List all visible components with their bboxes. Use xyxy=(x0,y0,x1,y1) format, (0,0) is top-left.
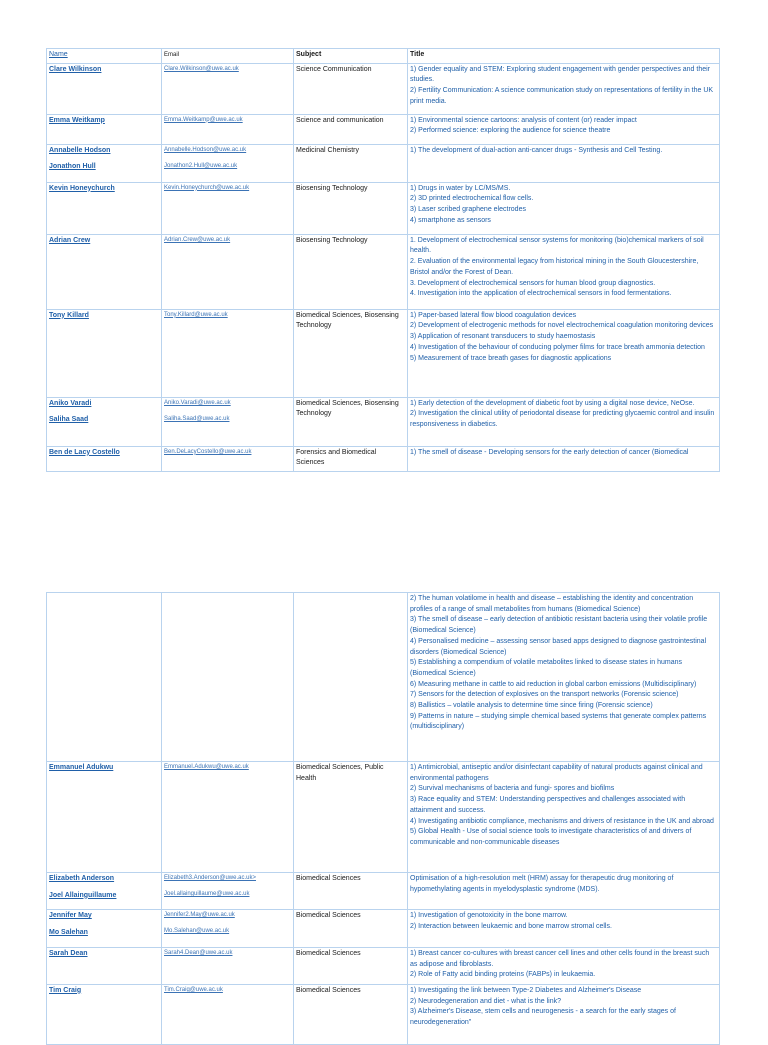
subject-text: Biomedical Sciences xyxy=(296,912,361,920)
project-title: 2) Performed science: exploring the audience for science theatre xyxy=(410,127,611,135)
subject-text: Science and communication xyxy=(296,116,384,124)
table-row xyxy=(47,947,720,984)
project-title: 4) Personalised medicine – assessing sensor based apps designed to diagnose gastrointestinal disorders (Biomedical Science) xyxy=(410,637,707,656)
person-email-link[interactable]: Jennifer2.May@uwe.ac.uk xyxy=(164,912,235,919)
cell-name xyxy=(47,114,162,144)
project-title: 6) Measuring methane in cattle to aid reduction in global carbon emissions (Multidisciplinary) xyxy=(410,680,697,688)
column-header-name: Name xyxy=(49,51,68,58)
project-title: 5) Establishing a compendium of volatile metabolites linked to disease states in humans (Biomedical Science) xyxy=(410,659,682,677)
person-name-link[interactable]: Aniko Varadi xyxy=(49,399,92,407)
header-email xyxy=(162,49,294,64)
project-title: 3. Development of electrochemical sensors for human blood group diagnostics. xyxy=(410,279,656,287)
person-name-link[interactable]: Emma Weitkamp xyxy=(49,116,105,124)
person-name-link[interactable]: Clare Wilkinson xyxy=(49,65,102,73)
cell-title xyxy=(408,984,720,1044)
cell-email xyxy=(162,144,294,182)
column-header-title: Title xyxy=(410,51,425,58)
cell-email xyxy=(162,873,294,910)
cell-title xyxy=(408,234,720,309)
table-row xyxy=(47,182,720,234)
cell-subject xyxy=(294,947,408,984)
cell-title xyxy=(408,309,720,397)
project-title: 2) Neurodegeneration and diet - what is the link? xyxy=(410,997,561,1005)
person-email-link[interactable]: Ben.DeLacyCostello@uwe.ac.uk xyxy=(164,448,252,455)
project-title: 4) Investigating antibiotic compliance, mechanisms and drivers of resistance in the UK and abroad xyxy=(410,817,714,825)
subject-text: Medicinal Chemistry xyxy=(296,146,360,154)
project-title: 2) The human volatilome in health and disease – establishing the identity and concentration profiles of a range of small metabolites from humans (Biomedical Science) xyxy=(410,595,694,613)
subject-text: Biosensing Technology xyxy=(296,184,368,192)
project-title: 2) 3D printed electrochemical flow cells. xyxy=(410,195,534,203)
project-title: 2) Investigation the clinical utility of periodontal disease for predicting glycaemic control and insulin responsiveness in diabetics. xyxy=(410,410,715,429)
project-title: 1) The smell of disease - Developing sensors for the early detection of cancer (Biomedical xyxy=(410,448,689,456)
person-name-link[interactable]: Saliha Saad xyxy=(49,416,89,424)
cell-name xyxy=(47,947,162,984)
project-title: 3) The smell of disease – early detection of antibiotic resistant bacteria using their volatile profile (Biomedical Science) xyxy=(410,616,708,635)
cell-name xyxy=(47,397,162,446)
person-name-link[interactable]: Tim Craig xyxy=(49,986,82,994)
cell-title xyxy=(408,144,720,182)
project-title: 2) Role of Fatty acid binding proteins (FABPs) in leukaemia. xyxy=(410,971,596,979)
column-header-email: Email xyxy=(164,52,180,58)
table-row xyxy=(47,446,720,471)
person-email-link[interactable]: Aniko.Varadi@uwe.ac.uk xyxy=(164,399,231,406)
project-title: 1) Breast cancer co-cultures with breast cancer cell lines and other cells found in the breast such as adipose and fibroblasts. xyxy=(410,949,710,968)
table-row xyxy=(47,873,720,910)
project-title: 2) Survival mechanisms of bacteria and fungi- spores and biofilms xyxy=(410,785,615,793)
person-email-link[interactable]: Joel.allainguillaume@uwe.ac.uk xyxy=(164,891,250,897)
cell-name xyxy=(47,873,162,910)
project-title: 5) Global Health - Use of social science tools to investigate characteristics of and drivers of communicable and non-communicable diseases xyxy=(410,828,692,846)
header-name xyxy=(47,49,162,64)
subject-text: Biomedical Sciences xyxy=(296,986,361,994)
table-row xyxy=(47,762,720,873)
project-title: 5) Measurement of trace breath gases for diagnostic applications xyxy=(410,354,612,362)
project-title: 3) Laser scribed graphene electrodes xyxy=(410,206,526,214)
table-row xyxy=(47,114,720,144)
table-row xyxy=(47,63,720,114)
cell-subject xyxy=(294,984,408,1044)
table-body xyxy=(47,49,720,472)
cell-subject xyxy=(294,114,408,144)
cell-email xyxy=(162,947,294,984)
person-email-link[interactable]: Emma.Weitkamp@uwe.ac.uk xyxy=(164,116,243,123)
person-name-link[interactable]: Elizabeth Anderson xyxy=(49,875,115,882)
cell-title xyxy=(408,63,720,114)
subject-text: Biomedical Sciences, Public Health xyxy=(296,764,384,782)
cell-name xyxy=(47,446,162,471)
cell-title xyxy=(408,397,720,446)
person-email-link[interactable]: Kevin.Honeychurch@uwe.ac.uk xyxy=(164,184,250,191)
table-row xyxy=(47,910,720,947)
table-row xyxy=(47,397,720,446)
person-email-link[interactable]: Saliha.Saad@uwe.ac.uk xyxy=(164,415,230,422)
project-title: 9) Patterns in nature – studying simple chemical based systems that generate complex patterns (multidisciplinary) xyxy=(410,712,707,731)
cell-name xyxy=(47,762,162,873)
person-email-link[interactable]: Adrian.Crew@uwe.ac.uk xyxy=(164,236,231,243)
cell-email xyxy=(162,114,294,144)
project-title: 2) Development of electrogenic methods for novel electrochemical coagulation monitoring devices xyxy=(410,322,714,330)
person-name-link[interactable]: Jonathon Hull xyxy=(49,163,96,171)
cell-title xyxy=(408,593,720,762)
project-title: 1) Early detection of the development of diabetic foot by using a digital nose device, NeOse. xyxy=(410,399,695,407)
cell-name xyxy=(47,144,162,182)
project-title: 3) Race equality and STEM: Understanding perspectives and challenges associated with attainment and success. xyxy=(410,796,686,814)
cell-name xyxy=(47,984,162,1044)
cell-subject xyxy=(294,910,408,947)
cell-name xyxy=(47,593,162,762)
cell-name xyxy=(47,182,162,234)
person-email-link[interactable]: Tony.Killard@uwe.ac.uk xyxy=(164,311,228,318)
subject-text: Science Communication xyxy=(296,65,372,73)
table-row xyxy=(47,309,720,397)
person-name-link[interactable]: Kevin Honeychurch xyxy=(49,184,115,192)
cell-email xyxy=(162,593,294,762)
project-title: 8) Ballistics – volatile analysis to determine time since firing (Forensic science) xyxy=(410,702,653,710)
project-title: 2) Interaction between leukaemic and bone marrow stromal cells. xyxy=(410,923,612,931)
person-name-link[interactable]: Mo Salehan xyxy=(49,929,88,937)
cell-email xyxy=(162,984,294,1044)
table-row xyxy=(47,593,720,762)
cell-title xyxy=(408,873,720,910)
cell-subject xyxy=(294,593,408,762)
subject-text: Biosensing Technology xyxy=(296,236,368,244)
cell-subject xyxy=(294,182,408,234)
supervisor-table-page-2 xyxy=(46,592,720,1045)
header-subject xyxy=(294,49,408,64)
project-title: 1) Drugs in water by LC/MS/MS. xyxy=(410,184,511,192)
person-email-link[interactable]: Tim.Craig@uwe.ac.uk xyxy=(164,986,223,993)
person-name-link[interactable]: Emmanuel Adukwu xyxy=(49,764,114,771)
project-title: 1) Paper-based lateral flow blood coagulation devices xyxy=(410,311,577,319)
project-title: 3) Alzheimer's Disease, stem cells and neurogenesis - a search for the early stages of neurodegeneration" xyxy=(410,1008,676,1026)
cell-email xyxy=(162,397,294,446)
cell-subject xyxy=(294,397,408,446)
project-title: 1) Antimicrobial, antiseptic and/or disinfectant capability of natural products against clinical and environmental pathogens xyxy=(410,764,703,782)
table-body xyxy=(47,593,720,1045)
cell-subject xyxy=(294,234,408,309)
person-name-link[interactable]: Tony Killard xyxy=(49,311,89,319)
cell-title xyxy=(408,762,720,873)
project-title: 1) Investigating the link between Type-2 Diabetes and Alzheimer's Disease xyxy=(410,986,642,994)
cell-title xyxy=(408,182,720,234)
cell-name xyxy=(47,63,162,114)
subject-text: Biomedical Sciences, Biosensing Technology xyxy=(296,311,399,330)
project-title: 4) smartphone as sensors xyxy=(410,216,491,224)
cell-subject xyxy=(294,873,408,910)
cell-name xyxy=(47,910,162,947)
cell-subject xyxy=(294,446,408,471)
cell-email xyxy=(162,63,294,114)
person-name-link[interactable]: Ben de Lacy Costello xyxy=(49,448,120,456)
project-title: 1) Investigation of genotoxicity in the bone marrow. xyxy=(410,912,568,920)
project-title: 1) Environmental science cartoons: analysis of content (or) reader impact xyxy=(410,116,637,124)
cell-email xyxy=(162,309,294,397)
project-title: 1) The development of dual-action anti-cancer drugs - Synthesis and Cell Testing. xyxy=(410,146,663,154)
person-name-link[interactable]: Adrian Crew xyxy=(49,236,91,244)
person-name-link[interactable]: Jennifer May xyxy=(49,912,92,920)
cell-title xyxy=(408,947,720,984)
cell-name xyxy=(47,309,162,397)
table-row xyxy=(47,984,720,1044)
subject-text: Biomedical Sciences xyxy=(296,949,361,957)
person-email-link[interactable]: Mo.Salehan@uwe.ac.uk xyxy=(164,928,230,935)
project-title: 1. Development of electrochemical sensor systems for monitoring (bio)chemical markers of soil health. xyxy=(410,236,704,255)
cell-subject xyxy=(294,309,408,397)
cell-email xyxy=(162,182,294,234)
header-title xyxy=(408,49,720,64)
cell-title xyxy=(408,114,720,144)
person-email-link[interactable]: Jonathon2.Hull@uwe.ac.uk xyxy=(164,162,238,169)
cell-email xyxy=(162,446,294,471)
person-name-link[interactable]: Joel Allainguillaume xyxy=(49,891,117,899)
table-row xyxy=(47,144,720,182)
cell-title xyxy=(408,910,720,947)
project-title: 4. Investigation into the application of electrochemical sensors in food fermentations. xyxy=(410,290,672,298)
cell-email xyxy=(162,762,294,873)
project-title: 7) Sensors for the detection of explosives on the transport networks (Forensic science) xyxy=(410,691,679,699)
project-title: 3) Application of resonant transducers to study haemostasis xyxy=(410,333,596,341)
person-email-link[interactable]: Elizabeth3.Anderson@uwe.ac.uk> xyxy=(164,875,256,881)
header-row xyxy=(47,49,720,64)
table-row xyxy=(47,234,720,309)
person-name-link[interactable]: Annabelle Hodson xyxy=(49,146,111,154)
column-header-subject: Subject xyxy=(296,51,322,58)
supervisor-table-page-1 xyxy=(46,48,720,472)
person-email-link[interactable]: Clare.Wilkinson@uwe.ac.uk xyxy=(164,65,239,72)
cell-email xyxy=(162,234,294,309)
subject-text: Biomedical Sciences xyxy=(296,875,361,882)
cell-title xyxy=(408,446,720,471)
person-email-link[interactable]: Annabelle.Hodson@uwe.ac.uk xyxy=(164,146,247,153)
subject-text: Biomedical Sciences, Biosensing Technology xyxy=(296,399,399,418)
project-title: 2) Fertility Communication: A science communication study on representations of fertility in the UK print media. xyxy=(410,87,714,105)
person-email-link[interactable]: Sarah4.Dean@uwe.ac.uk xyxy=(164,949,233,956)
cell-subject xyxy=(294,144,408,182)
subject-text: Forensics and Biomedical Sciences xyxy=(296,448,377,467)
cell-subject xyxy=(294,762,408,873)
person-email-link[interactable]: Emmanuel.Adukwu@uwe.ac.uk xyxy=(164,764,249,770)
cell-name xyxy=(47,234,162,309)
cell-email xyxy=(162,910,294,947)
project-title: 4) Investigation of the behaviour of conducing polymer films for trace breath ammonia detection xyxy=(410,343,705,351)
project-title: 2. Evaluation of the environmental legacy from historical mining in the South Gloucestershire, Bristol and/or the Forest of Dean. xyxy=(410,258,699,276)
project-title: 1) Gender equality and STEM: Exploring student engagement with gender perspectives and their studies. xyxy=(410,65,711,84)
person-name-link[interactable]: Sarah Dean xyxy=(49,949,88,957)
project-title: Optimisation of a high-resolution melt (HRM) assay for therapeutic drug monitoring of hypomethylating agents in myelodysplastic syndrome (MDS). xyxy=(410,875,674,893)
cell-subject xyxy=(294,63,408,114)
